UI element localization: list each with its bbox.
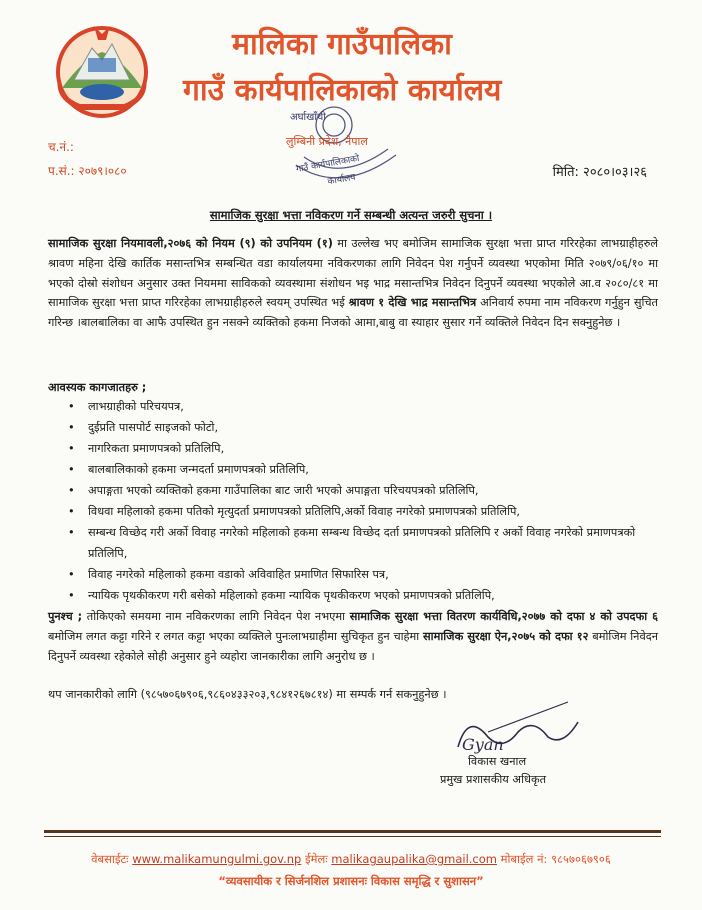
list-item: • नागरिकता प्रमाणपत्रको प्रतिलिपि,: [48, 438, 660, 459]
postscript-seg3: बमोजिम लगत कट्टा गरिने र लगत कट्टा भएका व्यक्तिले पुनःलाभग्राहीमा सुचिकृत हुन चाहेमा: [48, 629, 424, 643]
postscript-seg1: तोकिएको समयमा नाम नविकरणका लागि निवेदन पेश नभएमा: [82, 610, 350, 623]
website-label: वेबसाईटः: [91, 852, 129, 866]
reference-cn: च.नं.:: [48, 140, 74, 154]
list-item: • दुईप्रति पासपोर्ट साइजको फोटो,: [48, 417, 660, 438]
list-item: • सम्बन्ध विच्छेद गरी अर्को विवाह नगरेको महिलाको हकमा सम्बन्ध विच्छेद दर्ता प्रमाणपत्रको प्रतिलिपि र अर्को विवाह नगरेको प्रमाणपत्रको प्रतिलिपि,: [48, 522, 660, 564]
stamp-line3: गाउँ कार्यपालिकाको: [295, 153, 361, 175]
documents-heading: आवस्यक कागजातहरु ;: [48, 381, 147, 394]
postscript-seg4: सामाजिक सुरक्षा ऐन,२०७५ को दफा १२: [423, 629, 589, 643]
list-item: • लाभग्राहीको परिचयपत्र,: [48, 396, 660, 417]
officer-title: प्रमुख प्रशासकीय अधिकृत: [440, 773, 547, 786]
email-link[interactable]: malikagaupalika@gmail.com: [331, 852, 497, 866]
website-link[interactable]: www.malikamungulmi.gov.np: [132, 852, 302, 866]
footer-contact: [0, 852, 702, 867]
office-stamp: [276, 95, 406, 200]
documents-list: [48, 396, 660, 606]
phone-label: मोबाईल नं:: [500, 852, 548, 866]
postscript-seg5: बमोजिम निवेदन दिनुपर्ने व्यवस्था रहेकोले सोही अनुसार हुने व्यहोरा जानकारीका लागि अनुरोध छ ।: [48, 629, 659, 663]
notice-subject: सामाजिक सुरक्षा भत्ता नविकरण गर्ने सम्बन्धी अत्यन्त जरुरी सुचना ।: [209, 208, 493, 222]
letter-date: मिति: २०८०।०३।२६: [552, 165, 647, 180]
body-seg1: सामाजिक सुरक्षा नियमावली,२०७६ को नियम (९) को उपनियम (१): [48, 237, 333, 250]
postscript-paragraph: [48, 607, 658, 666]
postscript-seg2: सामाजिक सुरक्षा भत्ता वितरण कार्यविधि,२०७७ को दफा ४ को उपदफा ६: [349, 610, 658, 623]
body-seg2: मा उल्लेख भए बमोजिम सामाजिक सुरक्षा भत्ता प्राप्त गरिरहेका लाभग्राहीहरुले श्रावण महिना देखि कार्तिक मसान्तभित्र सम्बन्धित वडा कार्यालयमा नविकरणका लागि निवेदन पेश गर्नुपर्ने व्यवस्था भएकोमा मिति २०७९/०६/१० मा भएको दोस्रो संशोधन अनुसार उक्त नियममा साविकको व्यवस्थामा संशोधन भइ भाद्र मसान्तभित्र निवेदन दिनुपर्ने व्यवस्था भएकोले आ.व २०८०/८१ मा सामाजिक सुरक्षा भत्ता प्राप्त गरिरहेका लाभग्राहीहरुले स्वयम् उपस्थित भई: [48, 237, 658, 310]
contact-info: थप जानकारीको लागि (९८५७०६७९०६,९८६०४३३२०३,९८४१२६७८१४) मा सम्पर्क गर्न सकनुहुनेछ ।: [48, 688, 447, 701]
email-label: ईमेलः: [304, 852, 328, 866]
body-seg3: श्रावण १ देखि भाद्र मसान्तभित्र: [348, 296, 477, 310]
footer-divider-thin: [44, 836, 661, 837]
nepal-emblem-icon: [44, 18, 160, 122]
postscript-label: पुनश्च ;: [48, 610, 83, 623]
list-item: • विधवा महिलाको हकमा पतिको मृत्युदर्ता प्रमाणपत्रको प्रतिलिपि,अर्को विवाह नगरेको प्रमाणपत्रको प्रतिलिपि,: [48, 501, 660, 522]
footer-divider: [44, 830, 661, 833]
signature-scrawl: Gyan: [462, 735, 504, 754]
officer-name: विकास खनाल: [468, 755, 527, 768]
stamp-line2: लुम्बिनी प्रदेश, नेपाल: [286, 135, 368, 148]
list-item: • विवाह नगरेको महिलाको हकमा वडाको अविवाहित प्रमाणित सिफारिस पत्र,: [48, 564, 660, 585]
reference-ps: प.सं.: २०७९।०८०: [48, 164, 127, 178]
stamp-line1: अर्घाखाँची: [290, 112, 326, 123]
stamp-line4: कार्यालय: [326, 172, 357, 188]
signature: [448, 692, 588, 762]
list-item: • बालबालिकाको हकमा जन्मदर्ता प्रमाणपत्रको प्रतिलिपि,: [48, 459, 660, 480]
office-title-line1: मालिका गाउँपालिका: [232, 27, 452, 62]
office-title-line2: गाउँ कार्यपालिकाको कार्यालय: [183, 73, 502, 108]
list-item: • न्यायिक पृथकीकरण गरी बसेको महिलाको हकमा न्यायिक पृथकीकरण भएको प्रमाणपत्रको प्रतिलिपि,: [48, 585, 660, 606]
footer-slogan: “व्यवसायीक र सिर्जनशिल प्रशासनः विकास समृद्धि र सुशासन”: [218, 874, 484, 888]
body-paragraph: [48, 234, 658, 333]
list-item: • अपाङ्गता भएको व्यक्तिको हकमा गाउँपालिका बाट जारी भएको अपाङ्गता परिचयपत्रको प्रतिलिपि,: [48, 480, 660, 501]
phone-number: ९८५७०६७९०६: [551, 852, 611, 866]
body-seg4: अनिवार्य रुपमा नाम नविकरण गर्नुहुन सुचित गरिन्छ ।बालबालिका वा आफै उपस्थित हुन नसक्ने व्यक्तिको हकमा निजको आमा,बाबु वा स्याहार सुसार गर्ने व्यक्तिले निवेदन दिन सक्नुहुनेछ ।: [48, 296, 658, 330]
